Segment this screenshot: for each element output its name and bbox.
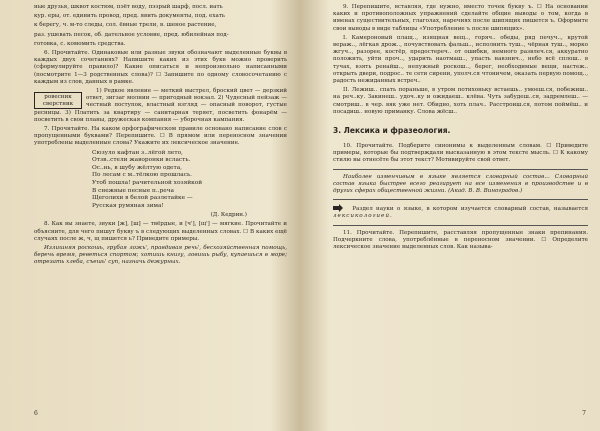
- exercise-9-part-2: II. Лежиш.. спать пораньше, в утром потихоньку встаешь.. умоеш.ся, побежиш.. на реч..ку. Закинеш.. удоч..ку и ожидаеш.. клёва. Чуть забудеш..ся, задремлеш.. — смотриш.. в чер. вяк уже нет. Обидно, хоть плач.. Расстроиш.ся, потом поймёш.. и посадиш.. новую приманку. Слова жёсш..: [333, 87, 588, 115]
- poem: [92, 150, 287, 211]
- arrow-right-icon: [333, 204, 343, 212]
- left-page: [0, 0, 297, 431]
- exercise-6: 6. Прочитайте. Одинаковые или разные звуки обозначают выделенные буквы в каждых двух сочетаниях? Напишите каких из этих букв можно проверить (сформулируйте правило)? Какие описаться и непроизвольно написанными (посмотрите 1—3 родственных слова)? ☐ Запишите по одному словосочетанию с каждым из слов, данных в рамке.: [34, 50, 287, 85]
- text-line: к берегу, ч. м-то следы, сол. ёвные трели, в. шеное растение,: [34, 22, 217, 29]
- exercise-8-text: Излишняя роскошь, грубая ложь', правдивая речь', бесхозяйственная помощь, беречь время, реветься спортом; хотишь книгу, ловишь рыбу, купаешься в море; отрезать хлеба, съешь' суп, назначь дежурных.: [34, 245, 287, 266]
- box-word: сверстник: [42, 100, 74, 107]
- exercise-7: 7. Прочитайте. На каком орфографическом правиле основано написание слов с пропущенными буквами? Перепишите. ☐ В прямом или переносном значении употреблены выделенные слова? Укажите их лексическое значение.: [34, 126, 287, 147]
- rule-note: Раздел науки о языке, в котором изучается словарный состав, называется лексикологией.: [333, 206, 588, 220]
- divider: [333, 225, 588, 226]
- poem-line: Утоб пошла! рачительной хозяйкой: [92, 180, 203, 187]
- divider: [333, 169, 588, 170]
- right-page: [303, 0, 600, 431]
- box-word: ровесник: [44, 94, 72, 101]
- exercise-9: 9. Перепишите, вставляя, где нужно, вместо точек букву ъ. ☐ На основании каких и противоположных упражнений сделайте общие выводы о том, когда в именах существительных, глаголах, наречиях после шипящих пишется ъ. Оформите свои выводы в виде таблицы «Употребление ъ после шипящих».: [333, 4, 588, 32]
- text-line: готовка, с. комомить средства.: [34, 40, 126, 47]
- exercise-10: 10. Прочитайте. Подберите синонимы к выделенным словам. ☐ Приведите примеры, которые бы подтверждали высказанную в этом тексте мысль. ☐ К какому стилю вы отнесёте бы этот текст? Мотивируйте свой ответ.: [333, 143, 588, 164]
- exercise-9-part-1: I. Камероновый плащ.., изящная вещ.., горяч.. обеды, ряд печуч.., крутой вераж.., лёгкая дрож.., почувствовать фальш.., исполнить туш.., чёрная туш.., морко жгуч.., разорее, костёр, предостереч.. от ошибки, немного развлеч.ся, аккуратно положить, уйти проч.., ударить наотмаш.., упасть навзнич.., небо всё сплош.. в тучах, взять ренайш.., непужный роскош.., берег, необходимые вещи, настеж.. открыть двери, подрос.. те сети сирени, уполч.ся чтоничем, оказать первую помощ.., радость нежиданных встреч..: [333, 34, 588, 85]
- exercise-6-list: 1) Редкое явление — меткий выстрел, броский цвет — дерзкий ответ, зигзаг молнии — пригодный вокзал. 2) Чудесный пейзаж — честный поступок, властный взгляд — опасный поворот, густые ресницы. 3) Платить за квартиру — санитарная теряет, посветить фонарём — посветить в свои планы, дружеская компания — уборочная кампания.: [34, 88, 287, 123]
- top-lines: [34, 4, 287, 48]
- poem-line: Щеголихи в белой разлетайке —: [92, 195, 193, 202]
- exercise-10-text: Наиболее изменчивым в языке является словарный состав... Словарный состав языка быстрее всего реагирует на все изменения в производстве и в других сферах общественной жизни. (Акад. В. В. Виноградов.): [333, 173, 588, 195]
- poem-line: Отзв..стели жаворонки всласть.: [92, 157, 191, 164]
- poem-line: По лесам с м..тёлкою прошлась.: [92, 172, 192, 179]
- poem-line: Ос..нь, в шубу жёлтую одета,: [92, 164, 182, 171]
- word-box: [34, 92, 82, 109]
- text-line: кур. еры, от. единить провод, пред. явить документы, под. ехать: [34, 13, 225, 20]
- section-heading: 3. Лексика и фразеология.: [333, 126, 451, 136]
- rule-text: Раздел науки о языке, в котором изучается словарный состав, называется: [352, 206, 588, 213]
- rule-term: лексикологией: [333, 213, 390, 220]
- poem-author: (Д. Кедрин.): [210, 212, 247, 219]
- poem-line: Русская румяная зима!: [92, 202, 164, 209]
- page-number: 6: [34, 410, 38, 417]
- page-number: 7: [582, 410, 586, 417]
- exercise-8: 8. Как вы знаете, звуки [ж], [ш] — твёрдые, и [ч'], [щ'] — мягкие. Прочитайте и объясните, для чего пишут букву ъ в следующих выделенных словах. ☐ В каких ещё случаях после ж, ч, щ пишется ь? Приведите примеры.: [34, 221, 287, 242]
- poem-line: Сюзуло кафтан з..лёгой лето,: [92, 149, 183, 156]
- divider: [333, 199, 588, 200]
- exercise-11: 11. Прочитайте. Перепишите, расставляя пропущенные знаки препинания. Подчеркните слова, употреблённые в переносном значении. ☐ Определите лексическое значение выделенных слов. Как называ-: [333, 229, 588, 251]
- text-line: раз. ушевать песок, об. дательное условие, пред. юбилейная под-: [34, 31, 229, 38]
- poem-line: В снежные песные п..реча: [92, 187, 174, 194]
- exercise-6-content: [34, 88, 287, 124]
- text-line: ные друзья, шквот костюм, пэёт воду, пэзрый шарф, посл. иать: [34, 4, 223, 10]
